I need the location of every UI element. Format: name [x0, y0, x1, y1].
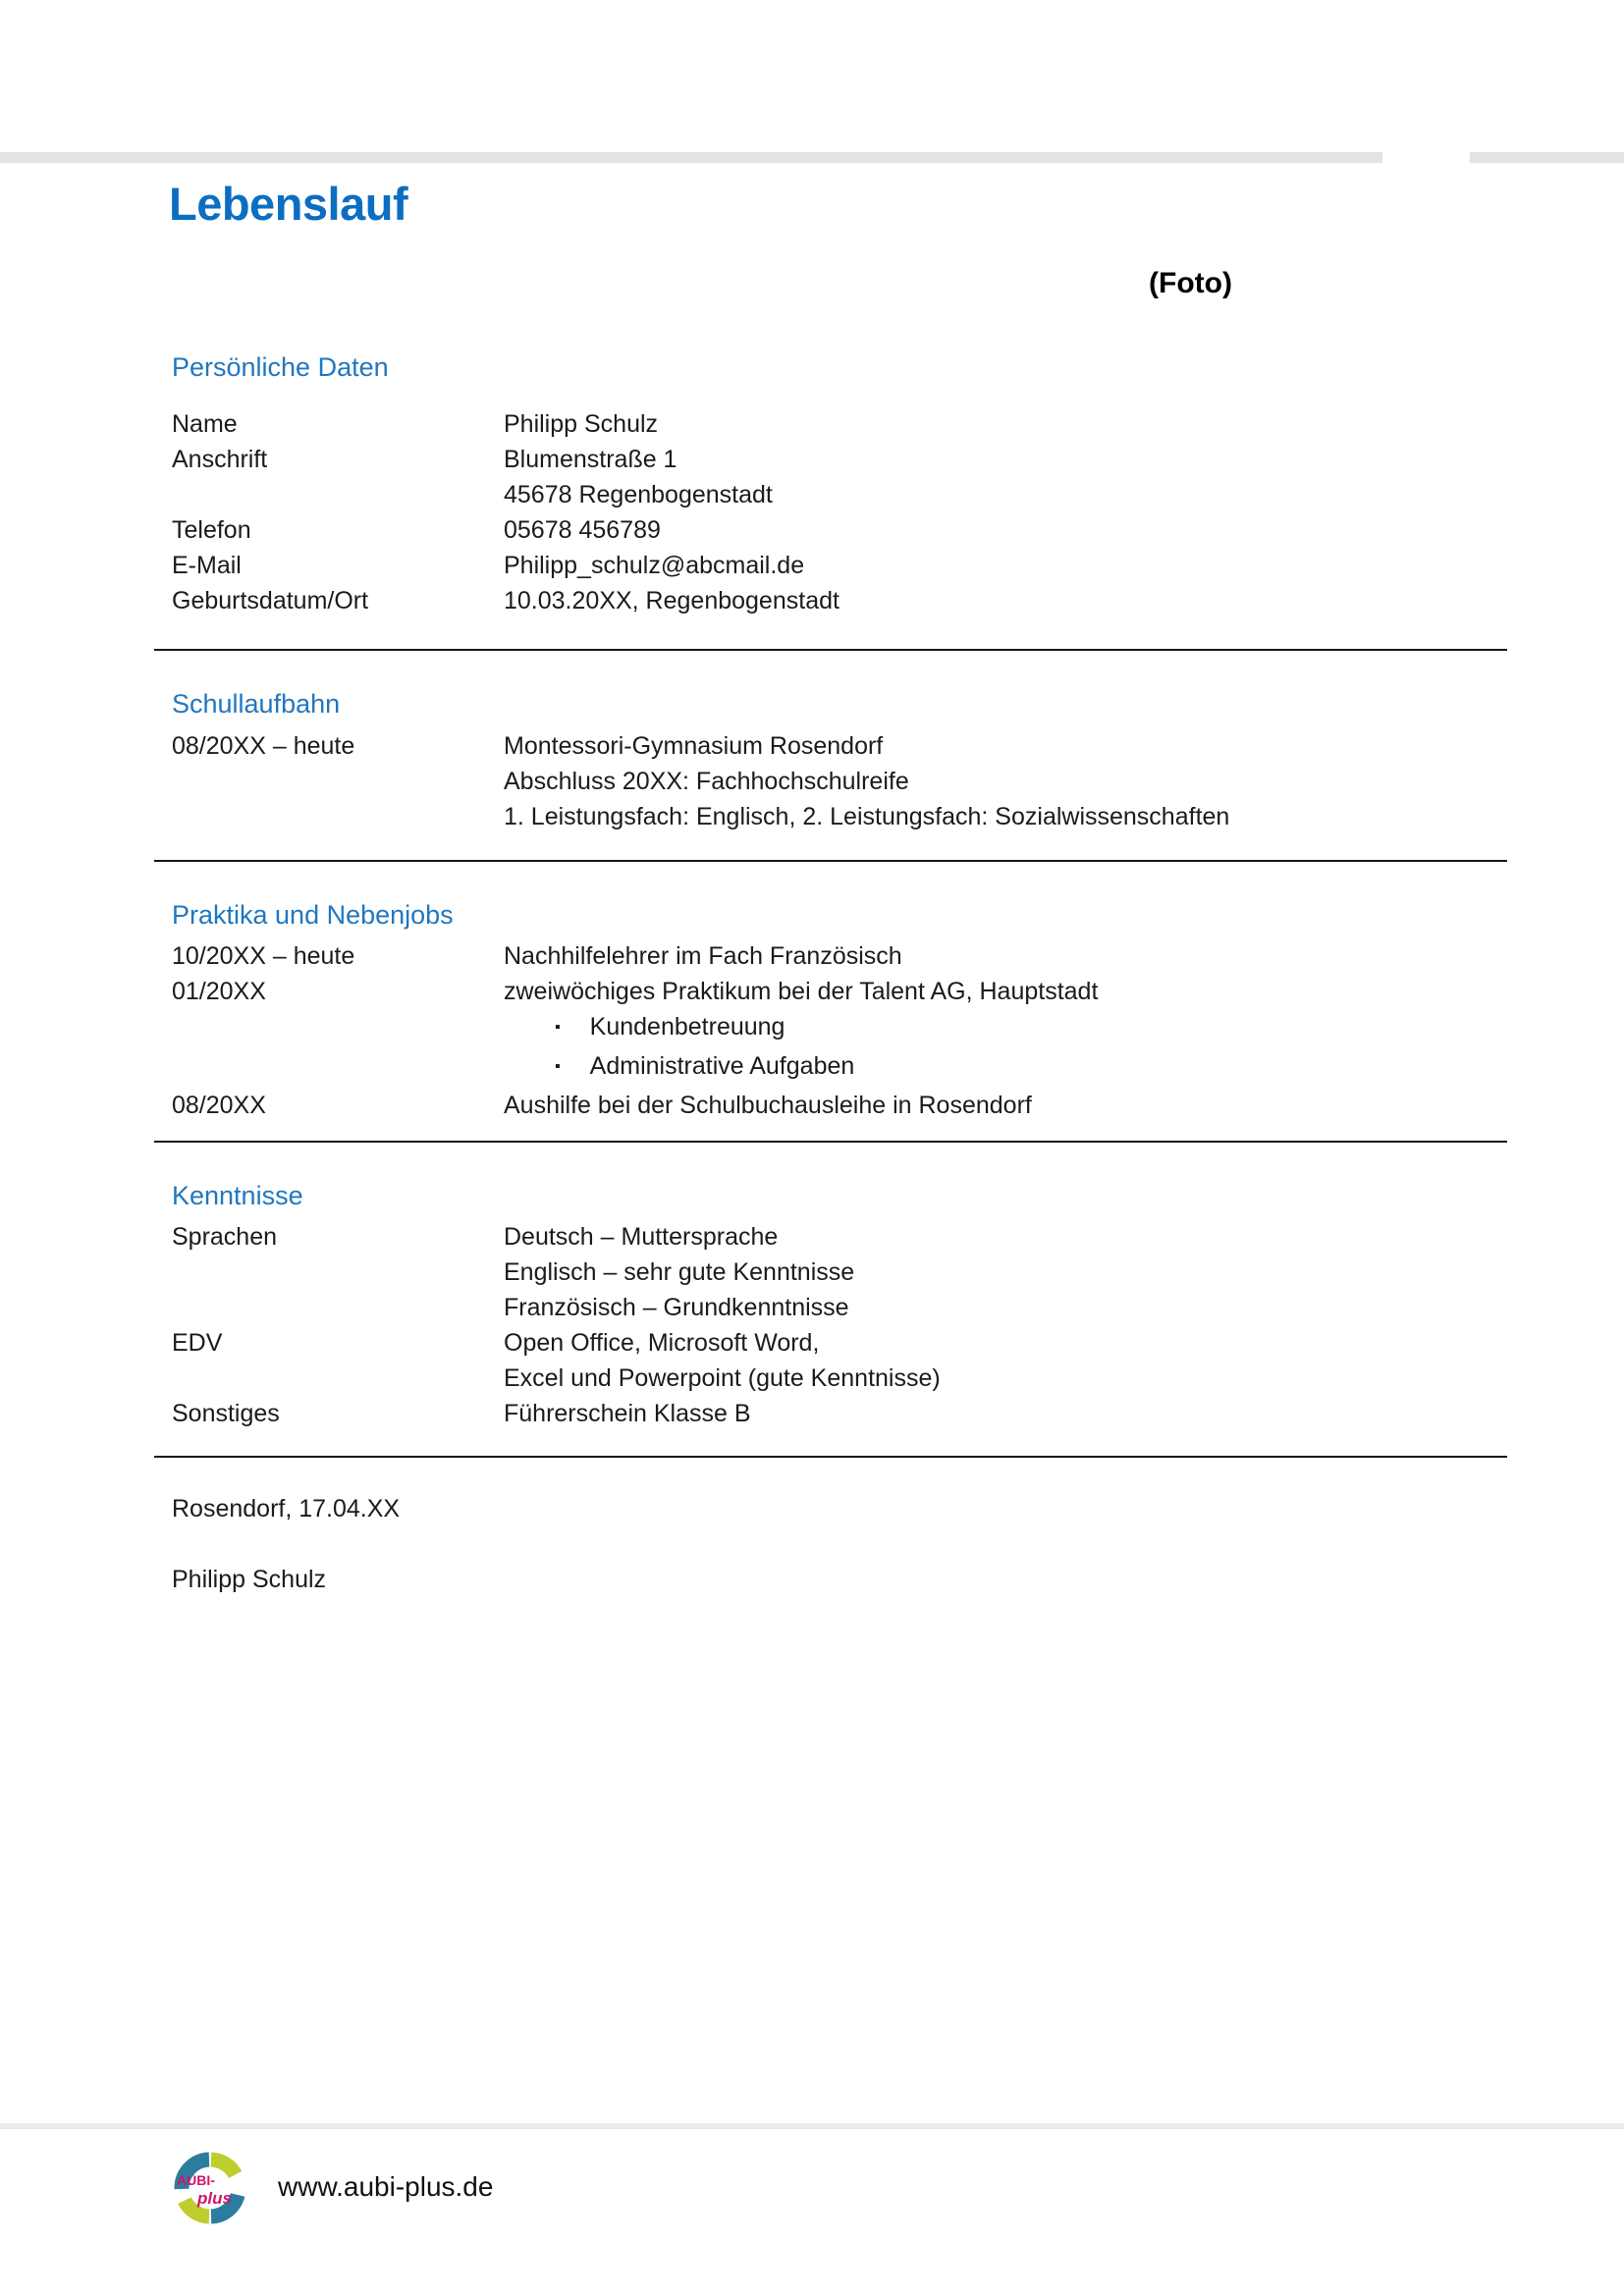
row-label: 08/20XX — [172, 1092, 266, 1119]
row-label — [172, 1048, 504, 1088]
footer-website-link[interactable]: www.aubi-plus.de — [278, 2171, 494, 2202]
aubi-plus-logo-ring — [174, 2152, 246, 2224]
row-label: EDV — [172, 1329, 223, 1357]
data-row — [172, 406, 1505, 442]
data-row — [172, 764, 1505, 799]
row-label: 10/20XX – heute — [172, 942, 355, 970]
page-top-divider-right — [1470, 152, 1624, 163]
section-divider — [154, 1141, 1507, 1143]
row-value — [504, 1048, 1505, 1088]
page-top-divider-left — [0, 152, 1382, 163]
personal-data-rows — [172, 406, 1505, 618]
row-label — [172, 477, 504, 512]
bullet-text: Kundenbetreuung — [589, 1013, 785, 1041]
page-title: Lebenslauf — [169, 178, 408, 230]
skills-rows — [172, 1219, 1505, 1431]
row-value: Nachhilfelehrer im Fach Französisch — [504, 942, 902, 970]
aubi-plus-logo-icon — [174, 2152, 246, 2224]
row-value: Englisch – sehr gute Kenntnisse — [504, 1258, 855, 1286]
square-bullet-icon: ▪ — [555, 1058, 561, 1075]
photo-placeholder: (Foto) — [1149, 267, 1232, 299]
row-label: 08/20XX – heute — [172, 732, 355, 760]
section-heading-skills: Kenntnisse — [172, 1181, 303, 1210]
row-label: Telefon — [172, 516, 251, 544]
row-label — [172, 764, 504, 799]
row-label — [172, 1255, 504, 1290]
row-label: Sprachen — [172, 1223, 278, 1251]
data-row — [172, 548, 1505, 583]
row-label — [172, 1361, 504, 1396]
row-value: Philipp_schulz@abcmail.de — [504, 552, 805, 579]
signature-place-date: Rosendorf, 17.04.XX — [172, 1495, 401, 1522]
row-label: 01/20XX — [172, 978, 266, 1005]
row-label: Name — [172, 410, 238, 438]
row-value: 05678 456789 — [504, 516, 661, 544]
row-label: E-Mail — [172, 552, 242, 579]
data-row — [172, 1255, 1505, 1290]
section-heading-personal: Persönliche Daten — [172, 352, 389, 382]
section-divider — [154, 860, 1507, 862]
data-row — [172, 1009, 1505, 1048]
row-value: Open Office, Microsoft Word, — [504, 1329, 820, 1357]
row-value: Aushilfe bei der Schulbuchausleihe in Rosendorf — [504, 1092, 1032, 1119]
row-value: Blumenstraße 1 — [504, 446, 677, 473]
row-value: zweiwöchiges Praktikum bei der Talent AG, Hauptstadt — [504, 978, 1099, 1005]
data-row — [172, 1088, 1505, 1123]
data-row — [172, 728, 1505, 764]
row-label: Geburtsdatum/Ort — [172, 587, 369, 614]
data-row — [172, 1361, 1505, 1396]
row-label: Anschrift — [172, 446, 268, 473]
data-row — [172, 1396, 1505, 1431]
row-label — [172, 1290, 504, 1325]
row-value: Deutsch – Muttersprache — [504, 1223, 779, 1251]
row-value: 10.03.20XX, Regenbogenstadt — [504, 587, 839, 614]
row-value: Philipp Schulz — [504, 410, 659, 438]
row-value — [504, 1009, 1505, 1048]
row-label: Sonstiges — [172, 1400, 280, 1427]
section-heading-education: Schullaufbahn — [172, 689, 341, 719]
row-value: Abschluss 20XX: Fachhochschulreife — [504, 768, 909, 795]
row-value: 1. Leistungsfach: Englisch, 2. Leistungsfach: Sozialwissenschaften — [504, 803, 1230, 830]
data-row — [172, 974, 1505, 1009]
data-row — [172, 1219, 1505, 1255]
data-row — [172, 1048, 1505, 1088]
row-value: Französisch – Grundkenntnisse — [504, 1294, 849, 1321]
section-heading-internships: Praktika und Nebenjobs — [172, 900, 454, 930]
data-row — [172, 938, 1505, 974]
signature-name: Philipp Schulz — [172, 1566, 327, 1593]
square-bullet-icon: ▪ — [555, 1019, 561, 1036]
data-row — [172, 442, 1505, 477]
internships-rows — [172, 938, 1505, 1123]
education-rows — [172, 728, 1505, 834]
logo-text-plus: plus — [197, 2189, 232, 2208]
data-row — [172, 583, 1505, 618]
data-row — [172, 1325, 1505, 1361]
data-row — [172, 799, 1505, 834]
bullet-text: Administrative Aufgaben — [589, 1052, 855, 1080]
data-row — [172, 1290, 1505, 1325]
data-row — [172, 477, 1505, 512]
row-value: Führerschein Klasse B — [504, 1400, 751, 1427]
footer-divider — [0, 2123, 1624, 2129]
row-label — [172, 799, 504, 834]
data-row — [172, 512, 1505, 548]
row-value: Excel und Powerpoint (gute Kenntnisse) — [504, 1364, 941, 1392]
row-value: 45678 Regenbogenstadt — [504, 481, 773, 508]
section-divider — [154, 649, 1507, 651]
row-value: Montessori-Gymnasium Rosendorf — [504, 732, 884, 760]
row-label — [172, 1009, 504, 1048]
logo-text-aubi: AUBI- — [177, 2172, 215, 2188]
section-divider — [154, 1456, 1507, 1458]
